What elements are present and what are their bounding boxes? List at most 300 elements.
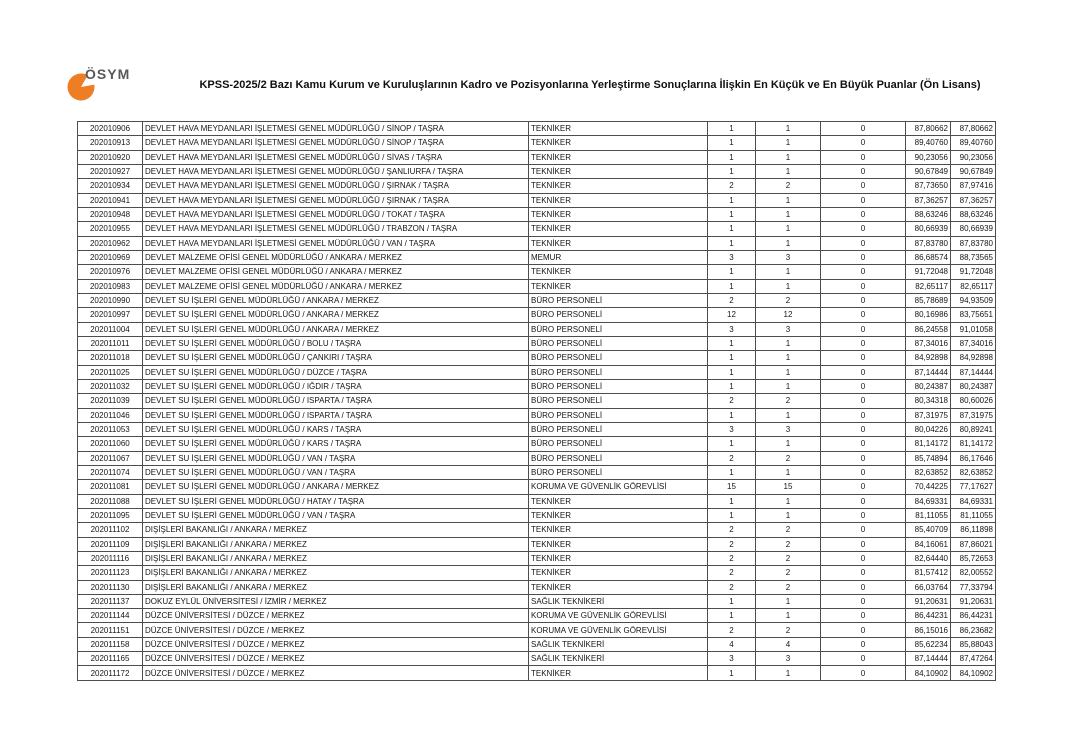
cell-kurum-adi: DEVLET HAVA MEYDANLARI İŞLETMESİ GENEL MÜDÜRLÜĞÜ / VAN / TAŞRA bbox=[143, 236, 529, 250]
table-row bbox=[78, 422, 996, 436]
cell-kadro-unvani: BÜRO PERSONELİ bbox=[529, 379, 708, 393]
cell-kurum-adi: DEVLET SU İŞLERİ GENEL MÜDÜRLÜĞÜ / ÇANKIRI / TAŞRA bbox=[143, 351, 529, 365]
cell-kontenjan: 12 bbox=[708, 308, 756, 322]
cell-bos-kalan: 0 bbox=[821, 365, 906, 379]
cell-en-kucuk-puan: 66,03764 bbox=[906, 580, 951, 594]
cell-kontenjan: 1 bbox=[708, 408, 756, 422]
cell-yerlesen: 1 bbox=[756, 465, 821, 479]
cell-kurum-adi: DEVLET SU İŞLERİ GENEL MÜDÜRLÜĞÜ / VAN / TAŞRA bbox=[143, 451, 529, 465]
table-row bbox=[78, 637, 996, 651]
cell-en-kucuk-puan: 85,40709 bbox=[906, 523, 951, 537]
cell-kontenjan: 1 bbox=[708, 494, 756, 508]
cell-en-kucuk-puan: 84,10902 bbox=[906, 666, 951, 680]
cell-en-kucuk-puan: 87,73650 bbox=[906, 179, 951, 193]
table-row bbox=[78, 322, 996, 336]
cell-kurum-adi: DEVLET SU İŞLERİ GENEL MÜDÜRLÜĞÜ / BOLU / TAŞRA bbox=[143, 336, 529, 350]
cell-bos-kalan: 0 bbox=[821, 207, 906, 221]
cell-yerlesen: 2 bbox=[756, 293, 821, 307]
cell-en-buyuk-puan: 82,63852 bbox=[951, 465, 996, 479]
cell-kontenjan: 1 bbox=[708, 265, 756, 279]
table-row bbox=[78, 652, 996, 666]
cell-kadro-kodu: 202011088 bbox=[78, 494, 143, 508]
cell-kadro-unvani: TEKNİKER bbox=[529, 508, 708, 522]
cell-kontenjan: 2 bbox=[708, 537, 756, 551]
cell-kadro-kodu: 202010920 bbox=[78, 150, 143, 164]
cell-en-buyuk-puan: 86,17646 bbox=[951, 451, 996, 465]
table-row bbox=[78, 523, 996, 537]
cell-kadro-kodu: 202011151 bbox=[78, 623, 143, 637]
cell-kadro-kodu: 202011158 bbox=[78, 637, 143, 651]
cell-kontenjan: 2 bbox=[708, 293, 756, 307]
cell-bos-kalan: 0 bbox=[821, 222, 906, 236]
cell-kadro-kodu: 202011130 bbox=[78, 580, 143, 594]
cell-kadro-unvani: TEKNİKER bbox=[529, 537, 708, 551]
cell-kadro-unvani: BÜRO PERSONELİ bbox=[529, 365, 708, 379]
cell-kontenjan: 2 bbox=[708, 566, 756, 580]
cell-en-buyuk-puan: 83,75651 bbox=[951, 308, 996, 322]
cell-en-buyuk-puan: 87,86021 bbox=[951, 537, 996, 551]
cell-bos-kalan: 0 bbox=[821, 394, 906, 408]
cell-en-kucuk-puan: 86,24558 bbox=[906, 322, 951, 336]
cell-en-kucuk-puan: 84,92898 bbox=[906, 351, 951, 365]
cell-kurum-adi: DIŞİŞLERİ BAKANLIĞI / ANKARA / MERKEZ bbox=[143, 523, 529, 537]
table-row bbox=[78, 122, 996, 136]
cell-yerlesen: 1 bbox=[756, 136, 821, 150]
cell-en-kucuk-puan: 86,15016 bbox=[906, 623, 951, 637]
cell-kurum-adi: DEVLET SU İŞLERİ GENEL MÜDÜRLÜĞÜ / VAN / TAŞRA bbox=[143, 465, 529, 479]
cell-kurum-adi: DÜZCE ÜNİVERSİTESİ / DÜZCE / MERKEZ bbox=[143, 666, 529, 680]
cell-kontenjan: 4 bbox=[708, 637, 756, 651]
cell-kontenjan: 1 bbox=[708, 122, 756, 136]
cell-kadro-kodu: 202011018 bbox=[78, 351, 143, 365]
cell-en-buyuk-puan: 82,00552 bbox=[951, 566, 996, 580]
cell-en-kucuk-puan: 87,14444 bbox=[906, 652, 951, 666]
cell-kadro-kodu: 202011172 bbox=[78, 666, 143, 680]
table-row bbox=[78, 623, 996, 637]
cell-kadro-kodu: 202011004 bbox=[78, 322, 143, 336]
cell-en-buyuk-puan: 89,40760 bbox=[951, 136, 996, 150]
cell-yerlesen: 1 bbox=[756, 437, 821, 451]
cell-bos-kalan: 0 bbox=[821, 322, 906, 336]
cell-kadro-unvani: KORUMA VE GÜVENLİK GÖREVLİSİ bbox=[529, 480, 708, 494]
cell-yerlesen: 2 bbox=[756, 451, 821, 465]
table-row bbox=[78, 265, 996, 279]
cell-en-buyuk-puan: 85,72653 bbox=[951, 551, 996, 565]
cell-kontenjan: 1 bbox=[708, 336, 756, 350]
cell-kontenjan: 2 bbox=[708, 451, 756, 465]
table-row bbox=[78, 207, 996, 221]
cell-en-kucuk-puan: 70,44225 bbox=[906, 480, 951, 494]
cell-bos-kalan: 0 bbox=[821, 265, 906, 279]
cell-kadro-unvani: BÜRO PERSONELİ bbox=[529, 336, 708, 350]
cell-yerlesen: 2 bbox=[756, 580, 821, 594]
cell-kadro-kodu: 202010927 bbox=[78, 164, 143, 178]
cell-yerlesen: 3 bbox=[756, 250, 821, 264]
cell-en-kucuk-puan: 87,83780 bbox=[906, 236, 951, 250]
cell-en-buyuk-puan: 88,73565 bbox=[951, 250, 996, 264]
cell-yerlesen: 4 bbox=[756, 637, 821, 651]
cell-en-buyuk-puan: 87,14444 bbox=[951, 365, 996, 379]
cell-kurum-adi: DEVLET SU İŞLERİ GENEL MÜDÜRLÜĞÜ / KARS / TAŞRA bbox=[143, 437, 529, 451]
cell-en-kucuk-puan: 85,78689 bbox=[906, 293, 951, 307]
table-row bbox=[78, 351, 996, 365]
cell-bos-kalan: 0 bbox=[821, 150, 906, 164]
cell-kadro-unvani: TEKNİKER bbox=[529, 222, 708, 236]
cell-kontenjan: 3 bbox=[708, 422, 756, 436]
cell-en-buyuk-puan: 87,31975 bbox=[951, 408, 996, 422]
cell-kadro-kodu: 202010962 bbox=[78, 236, 143, 250]
cell-kurum-adi: DÜZCE ÜNİVERSİTESİ / DÜZCE / MERKEZ bbox=[143, 637, 529, 651]
cell-kadro-unvani: TEKNİKER bbox=[529, 122, 708, 136]
cell-kadro-unvani: KORUMA VE GÜVENLİK GÖREVLİSİ bbox=[529, 609, 708, 623]
cell-en-kucuk-puan: 80,34318 bbox=[906, 394, 951, 408]
cell-bos-kalan: 0 bbox=[821, 250, 906, 264]
cell-yerlesen: 1 bbox=[756, 150, 821, 164]
table-row bbox=[78, 179, 996, 193]
cell-yerlesen: 2 bbox=[756, 566, 821, 580]
cell-en-buyuk-puan: 85,88043 bbox=[951, 637, 996, 651]
cell-yerlesen: 3 bbox=[756, 322, 821, 336]
cell-kadro-kodu: 202010969 bbox=[78, 250, 143, 264]
cell-yerlesen: 12 bbox=[756, 308, 821, 322]
cell-kadro-unvani: BÜRO PERSONELİ bbox=[529, 422, 708, 436]
table-row bbox=[78, 508, 996, 522]
cell-kurum-adi: DIŞİŞLERİ BAKANLIĞI / ANKARA / MERKEZ bbox=[143, 537, 529, 551]
cell-kadro-unvani: BÜRO PERSONELİ bbox=[529, 351, 708, 365]
cell-kontenjan: 1 bbox=[708, 222, 756, 236]
cell-yerlesen: 1 bbox=[756, 265, 821, 279]
cell-kontenjan: 1 bbox=[708, 236, 756, 250]
cell-en-kucuk-puan: 82,65117 bbox=[906, 279, 951, 293]
cell-yerlesen: 1 bbox=[756, 207, 821, 221]
cell-yerlesen: 2 bbox=[756, 537, 821, 551]
cell-kadro-unvani: MEMUR bbox=[529, 250, 708, 264]
table-row bbox=[78, 537, 996, 551]
cell-en-kucuk-puan: 85,74894 bbox=[906, 451, 951, 465]
cell-kadro-unvani: BÜRO PERSONELİ bbox=[529, 408, 708, 422]
cell-yerlesen: 1 bbox=[756, 365, 821, 379]
table-row bbox=[78, 437, 996, 451]
table-row bbox=[78, 293, 996, 307]
cell-bos-kalan: 0 bbox=[821, 122, 906, 136]
cell-kadro-kodu: 202011102 bbox=[78, 523, 143, 537]
cell-kadro-kodu: 202010983 bbox=[78, 279, 143, 293]
cell-kadro-unvani: TEKNİKER bbox=[529, 193, 708, 207]
cell-kadro-kodu: 202011123 bbox=[78, 566, 143, 580]
cell-kurum-adi: DEVLET HAVA MEYDANLARI İŞLETMESİ GENEL MÜDÜRLÜĞÜ / ŞIRNAK / TAŞRA bbox=[143, 193, 529, 207]
cell-yerlesen: 1 bbox=[756, 408, 821, 422]
table-row bbox=[78, 551, 996, 565]
results-table-body bbox=[78, 122, 996, 681]
cell-kontenjan: 1 bbox=[708, 193, 756, 207]
cell-yerlesen: 3 bbox=[756, 652, 821, 666]
cell-kurum-adi: DÜZCE ÜNİVERSİTESİ / DÜZCE / MERKEZ bbox=[143, 623, 529, 637]
cell-kadro-unvani: TEKNİKER bbox=[529, 136, 708, 150]
cell-kurum-adi: DEVLET SU İŞLERİ GENEL MÜDÜRLÜĞÜ / KARS / TAŞRA bbox=[143, 422, 529, 436]
cell-kurum-adi: DEVLET HAVA MEYDANLARI İŞLETMESİ GENEL MÜDÜRLÜĞÜ / TOKAT / TAŞRA bbox=[143, 207, 529, 221]
cell-en-buyuk-puan: 80,89241 bbox=[951, 422, 996, 436]
cell-en-kucuk-puan: 87,34016 bbox=[906, 336, 951, 350]
cell-kontenjan: 1 bbox=[708, 594, 756, 608]
cell-en-kucuk-puan: 87,14444 bbox=[906, 365, 951, 379]
cell-kurum-adi: DEVLET HAVA MEYDANLARI İŞLETMESİ GENEL MÜDÜRLÜĞÜ / SİNOP / TAŞRA bbox=[143, 136, 529, 150]
cell-kurum-adi: DEVLET SU İŞLERİ GENEL MÜDÜRLÜĞÜ / IĞDIR / TAŞRA bbox=[143, 379, 529, 393]
cell-bos-kalan: 0 bbox=[821, 523, 906, 537]
cell-en-buyuk-puan: 86,11898 bbox=[951, 523, 996, 537]
cell-yerlesen: 1 bbox=[756, 279, 821, 293]
cell-en-kucuk-puan: 81,57412 bbox=[906, 566, 951, 580]
cell-en-kucuk-puan: 87,31975 bbox=[906, 408, 951, 422]
cell-kadro-unvani: TEKNİKER bbox=[529, 566, 708, 580]
cell-bos-kalan: 0 bbox=[821, 580, 906, 594]
cell-en-buyuk-puan: 88,63246 bbox=[951, 207, 996, 221]
cell-en-buyuk-puan: 87,34016 bbox=[951, 336, 996, 350]
cell-en-kucuk-puan: 91,72048 bbox=[906, 265, 951, 279]
table-row bbox=[78, 609, 996, 623]
cell-kurum-adi: DOKUZ EYLÜL ÜNİVERSİTESİ / İZMİR / MERKEZ bbox=[143, 594, 529, 608]
cell-kadro-kodu: 202011032 bbox=[78, 379, 143, 393]
cell-en-buyuk-puan: 87,47264 bbox=[951, 652, 996, 666]
cell-en-buyuk-puan: 91,72048 bbox=[951, 265, 996, 279]
cell-kontenjan: 15 bbox=[708, 480, 756, 494]
cell-kadro-kodu: 202011095 bbox=[78, 508, 143, 522]
cell-kontenjan: 3 bbox=[708, 652, 756, 666]
cell-yerlesen: 1 bbox=[756, 494, 821, 508]
cell-en-buyuk-puan: 87,36257 bbox=[951, 193, 996, 207]
table-row bbox=[78, 408, 996, 422]
cell-bos-kalan: 0 bbox=[821, 351, 906, 365]
cell-kurum-adi: DEVLET HAVA MEYDANLARI İŞLETMESİ GENEL MÜDÜRLÜĞÜ / SİVAS / TAŞRA bbox=[143, 150, 529, 164]
cell-en-buyuk-puan: 80,60026 bbox=[951, 394, 996, 408]
table-row bbox=[78, 308, 996, 322]
cell-kadro-unvani: BÜRO PERSONELİ bbox=[529, 308, 708, 322]
cell-bos-kalan: 0 bbox=[821, 293, 906, 307]
table-row bbox=[78, 336, 996, 350]
cell-kurum-adi: DEVLET SU İŞLERİ GENEL MÜDÜRLÜĞÜ / HATAY / TAŞRA bbox=[143, 494, 529, 508]
cell-kadro-unvani: BÜRO PERSONELİ bbox=[529, 394, 708, 408]
cell-en-kucuk-puan: 87,36257 bbox=[906, 193, 951, 207]
cell-bos-kalan: 0 bbox=[821, 193, 906, 207]
cell-kadro-kodu: 202011011 bbox=[78, 336, 143, 350]
cell-bos-kalan: 0 bbox=[821, 179, 906, 193]
cell-kadro-kodu: 202011067 bbox=[78, 451, 143, 465]
cell-kadro-unvani: TEKNİKER bbox=[529, 179, 708, 193]
cell-bos-kalan: 0 bbox=[821, 437, 906, 451]
cell-kadro-kodu: 202011116 bbox=[78, 551, 143, 565]
cell-en-buyuk-puan: 84,10902 bbox=[951, 666, 996, 680]
table-row bbox=[78, 379, 996, 393]
cell-bos-kalan: 0 bbox=[821, 422, 906, 436]
cell-yerlesen: 1 bbox=[756, 164, 821, 178]
cell-yerlesen: 1 bbox=[756, 594, 821, 608]
cell-kurum-adi: DEVLET HAVA MEYDANLARI İŞLETMESİ GENEL MÜDÜRLÜĞÜ / ŞANLIURFA / TAŞRA bbox=[143, 164, 529, 178]
cell-kontenjan: 1 bbox=[708, 150, 756, 164]
cell-en-kucuk-puan: 84,16061 bbox=[906, 537, 951, 551]
table-row bbox=[78, 136, 996, 150]
cell-kontenjan: 1 bbox=[708, 164, 756, 178]
table-row bbox=[78, 150, 996, 164]
cell-kadro-kodu: 202010941 bbox=[78, 193, 143, 207]
cell-yerlesen: 1 bbox=[756, 222, 821, 236]
cell-kadro-unvani: TEKNİKER bbox=[529, 164, 708, 178]
cell-kurum-adi: DEVLET MALZEME OFİSİ GENEL MÜDÜRLÜĞÜ / ANKARA / MERKEZ bbox=[143, 279, 529, 293]
cell-kadro-unvani: BÜRO PERSONELİ bbox=[529, 293, 708, 307]
cell-kurum-adi: DEVLET SU İŞLERİ GENEL MÜDÜRLÜĞÜ / DÜZCE / TAŞRA bbox=[143, 365, 529, 379]
cell-bos-kalan: 0 bbox=[821, 236, 906, 250]
cell-bos-kalan: 0 bbox=[821, 508, 906, 522]
cell-kadro-unvani: TEKNİKER bbox=[529, 580, 708, 594]
cell-en-kucuk-puan: 85,62234 bbox=[906, 637, 951, 651]
cell-bos-kalan: 0 bbox=[821, 465, 906, 479]
cell-kadro-kodu: 202011053 bbox=[78, 422, 143, 436]
cell-kadro-kodu: 202011081 bbox=[78, 480, 143, 494]
cell-en-buyuk-puan: 84,69331 bbox=[951, 494, 996, 508]
cell-kurum-adi: DEVLET HAVA MEYDANLARI İŞLETMESİ GENEL MÜDÜRLÜĞÜ / SİNOP / TAŞRA bbox=[143, 122, 529, 136]
table-row bbox=[78, 465, 996, 479]
cell-kadro-unvani: BÜRO PERSONELİ bbox=[529, 322, 708, 336]
cell-kadro-kodu: 202011144 bbox=[78, 609, 143, 623]
cell-kadro-kodu: 202010955 bbox=[78, 222, 143, 236]
cell-bos-kalan: 0 bbox=[821, 609, 906, 623]
cell-kontenjan: 1 bbox=[708, 609, 756, 623]
cell-kurum-adi: DEVLET SU İŞLERİ GENEL MÜDÜRLÜĞÜ / ANKARA / MERKEZ bbox=[143, 322, 529, 336]
cell-bos-kalan: 0 bbox=[821, 652, 906, 666]
cell-yerlesen: 1 bbox=[756, 666, 821, 680]
cell-kadro-kodu: 202011109 bbox=[78, 537, 143, 551]
cell-kurum-adi: DEVLET MALZEME OFİSİ GENEL MÜDÜRLÜĞÜ / ANKARA / MERKEZ bbox=[143, 250, 529, 264]
table-row bbox=[78, 394, 996, 408]
table-row bbox=[78, 494, 996, 508]
cell-kadro-kodu: 202011074 bbox=[78, 465, 143, 479]
cell-bos-kalan: 0 bbox=[821, 637, 906, 651]
cell-en-buyuk-puan: 82,65117 bbox=[951, 279, 996, 293]
cell-kontenjan: 1 bbox=[708, 379, 756, 393]
cell-en-kucuk-puan: 80,66939 bbox=[906, 222, 951, 236]
cell-yerlesen: 1 bbox=[756, 379, 821, 393]
cell-kurum-adi: DÜZCE ÜNİVERSİTESİ / DÜZCE / MERKEZ bbox=[143, 609, 529, 623]
cell-kontenjan: 1 bbox=[708, 437, 756, 451]
cell-kurum-adi: DEVLET SU İŞLERİ GENEL MÜDÜRLÜĞÜ / ANKARA / MERKEZ bbox=[143, 293, 529, 307]
cell-kurum-adi: DEVLET SU İŞLERİ GENEL MÜDÜRLÜĞÜ / ISPARTA / TAŞRA bbox=[143, 408, 529, 422]
cell-yerlesen: 15 bbox=[756, 480, 821, 494]
cell-kurum-adi: DEVLET SU İŞLERİ GENEL MÜDÜRLÜĞÜ / VAN / TAŞRA bbox=[143, 508, 529, 522]
results-table bbox=[77, 121, 996, 681]
cell-en-kucuk-puan: 89,40760 bbox=[906, 136, 951, 150]
cell-kontenjan: 2 bbox=[708, 523, 756, 537]
cell-bos-kalan: 0 bbox=[821, 623, 906, 637]
cell-bos-kalan: 0 bbox=[821, 408, 906, 422]
cell-en-buyuk-puan: 91,01058 bbox=[951, 322, 996, 336]
cell-en-kucuk-puan: 86,68574 bbox=[906, 250, 951, 264]
cell-bos-kalan: 0 bbox=[821, 308, 906, 322]
cell-en-kucuk-puan: 80,24387 bbox=[906, 379, 951, 393]
cell-kurum-adi: DÜZCE ÜNİVERSİTESİ / DÜZCE / MERKEZ bbox=[143, 652, 529, 666]
cell-kadro-kodu: 202010934 bbox=[78, 179, 143, 193]
cell-yerlesen: 1 bbox=[756, 236, 821, 250]
cell-kadro-kodu: 202011039 bbox=[78, 394, 143, 408]
cell-kadro-kodu: 202010948 bbox=[78, 207, 143, 221]
cell-en-kucuk-puan: 88,63246 bbox=[906, 207, 951, 221]
cell-yerlesen: 2 bbox=[756, 394, 821, 408]
cell-kadro-kodu: 202011025 bbox=[78, 365, 143, 379]
cell-yerlesen: 1 bbox=[756, 351, 821, 365]
cell-en-kucuk-puan: 91,20631 bbox=[906, 594, 951, 608]
cell-en-buyuk-puan: 87,80662 bbox=[951, 122, 996, 136]
cell-kurum-adi: DEVLET SU İŞLERİ GENEL MÜDÜRLÜĞÜ / ISPARTA / TAŞRA bbox=[143, 394, 529, 408]
cell-kadro-kodu: 202011060 bbox=[78, 437, 143, 451]
table-row bbox=[78, 451, 996, 465]
table-row bbox=[78, 594, 996, 608]
cell-en-kucuk-puan: 82,63852 bbox=[906, 465, 951, 479]
table-row bbox=[78, 222, 996, 236]
cell-en-buyuk-puan: 81,11055 bbox=[951, 508, 996, 522]
cell-kurum-adi: DIŞİŞLERİ BAKANLIĞI / ANKARA / MERKEZ bbox=[143, 580, 529, 594]
cell-yerlesen: 2 bbox=[756, 179, 821, 193]
cell-kontenjan: 1 bbox=[708, 365, 756, 379]
cell-kadro-unvani: SAĞLIK TEKNİKERİ bbox=[529, 652, 708, 666]
cell-en-buyuk-puan: 86,23682 bbox=[951, 623, 996, 637]
cell-en-buyuk-puan: 77,33794 bbox=[951, 580, 996, 594]
cell-kontenjan: 1 bbox=[708, 207, 756, 221]
cell-kadro-unvani: TEKNİKER bbox=[529, 207, 708, 221]
cell-en-kucuk-puan: 90,23056 bbox=[906, 150, 951, 164]
cell-kadro-kodu: 202010976 bbox=[78, 265, 143, 279]
table-row bbox=[78, 365, 996, 379]
cell-kontenjan: 1 bbox=[708, 508, 756, 522]
cell-en-buyuk-puan: 87,97416 bbox=[951, 179, 996, 193]
cell-en-kucuk-puan: 81,14172 bbox=[906, 437, 951, 451]
cell-bos-kalan: 0 bbox=[821, 451, 906, 465]
cell-bos-kalan: 0 bbox=[821, 566, 906, 580]
cell-kontenjan: 2 bbox=[708, 179, 756, 193]
cell-bos-kalan: 0 bbox=[821, 279, 906, 293]
cell-kurum-adi: DIŞİŞLERİ BAKANLIĞI / ANKARA / MERKEZ bbox=[143, 566, 529, 580]
cell-en-kucuk-puan: 84,69331 bbox=[906, 494, 951, 508]
cell-kontenjan: 1 bbox=[708, 465, 756, 479]
cell-en-buyuk-puan: 90,67849 bbox=[951, 164, 996, 178]
cell-en-buyuk-puan: 77,17627 bbox=[951, 480, 996, 494]
cell-yerlesen: 1 bbox=[756, 609, 821, 623]
cell-kurum-adi: DEVLET HAVA MEYDANLARI İŞLETMESİ GENEL MÜDÜRLÜĞÜ / ŞIRNAK / TAŞRA bbox=[143, 179, 529, 193]
cell-bos-kalan: 0 bbox=[821, 136, 906, 150]
cell-en-kucuk-puan: 86,44231 bbox=[906, 609, 951, 623]
cell-kontenjan: 2 bbox=[708, 623, 756, 637]
cell-kadro-kodu: 202010913 bbox=[78, 136, 143, 150]
cell-bos-kalan: 0 bbox=[821, 666, 906, 680]
cell-kadro-kodu: 202011165 bbox=[78, 652, 143, 666]
cell-en-buyuk-puan: 80,24387 bbox=[951, 379, 996, 393]
cell-kadro-unvani: SAĞLIK TEKNİKERİ bbox=[529, 637, 708, 651]
cell-bos-kalan: 0 bbox=[821, 379, 906, 393]
cell-yerlesen: 2 bbox=[756, 551, 821, 565]
cell-en-kucuk-puan: 81,11055 bbox=[906, 508, 951, 522]
cell-en-buyuk-puan: 80,66939 bbox=[951, 222, 996, 236]
cell-kontenjan: 1 bbox=[708, 136, 756, 150]
cell-kadro-kodu: 202011137 bbox=[78, 594, 143, 608]
cell-kadro-unvani: TEKNİKER bbox=[529, 236, 708, 250]
cell-bos-kalan: 0 bbox=[821, 480, 906, 494]
table-row bbox=[78, 666, 996, 680]
cell-kadro-unvani: SAĞLIK TEKNİKERİ bbox=[529, 594, 708, 608]
cell-kadro-unvani: TEKNİKER bbox=[529, 523, 708, 537]
cell-kadro-unvani: BÜRO PERSONELİ bbox=[529, 451, 708, 465]
cell-kadro-unvani: TEKNİKER bbox=[529, 150, 708, 164]
cell-kurum-adi: DEVLET SU İŞLERİ GENEL MÜDÜRLÜĞÜ / ANKARA / MERKEZ bbox=[143, 308, 529, 322]
cell-kadro-unvani: TEKNİKER bbox=[529, 551, 708, 565]
cell-yerlesen: 3 bbox=[756, 422, 821, 436]
cell-en-buyuk-puan: 87,83780 bbox=[951, 236, 996, 250]
table-row bbox=[78, 480, 996, 494]
